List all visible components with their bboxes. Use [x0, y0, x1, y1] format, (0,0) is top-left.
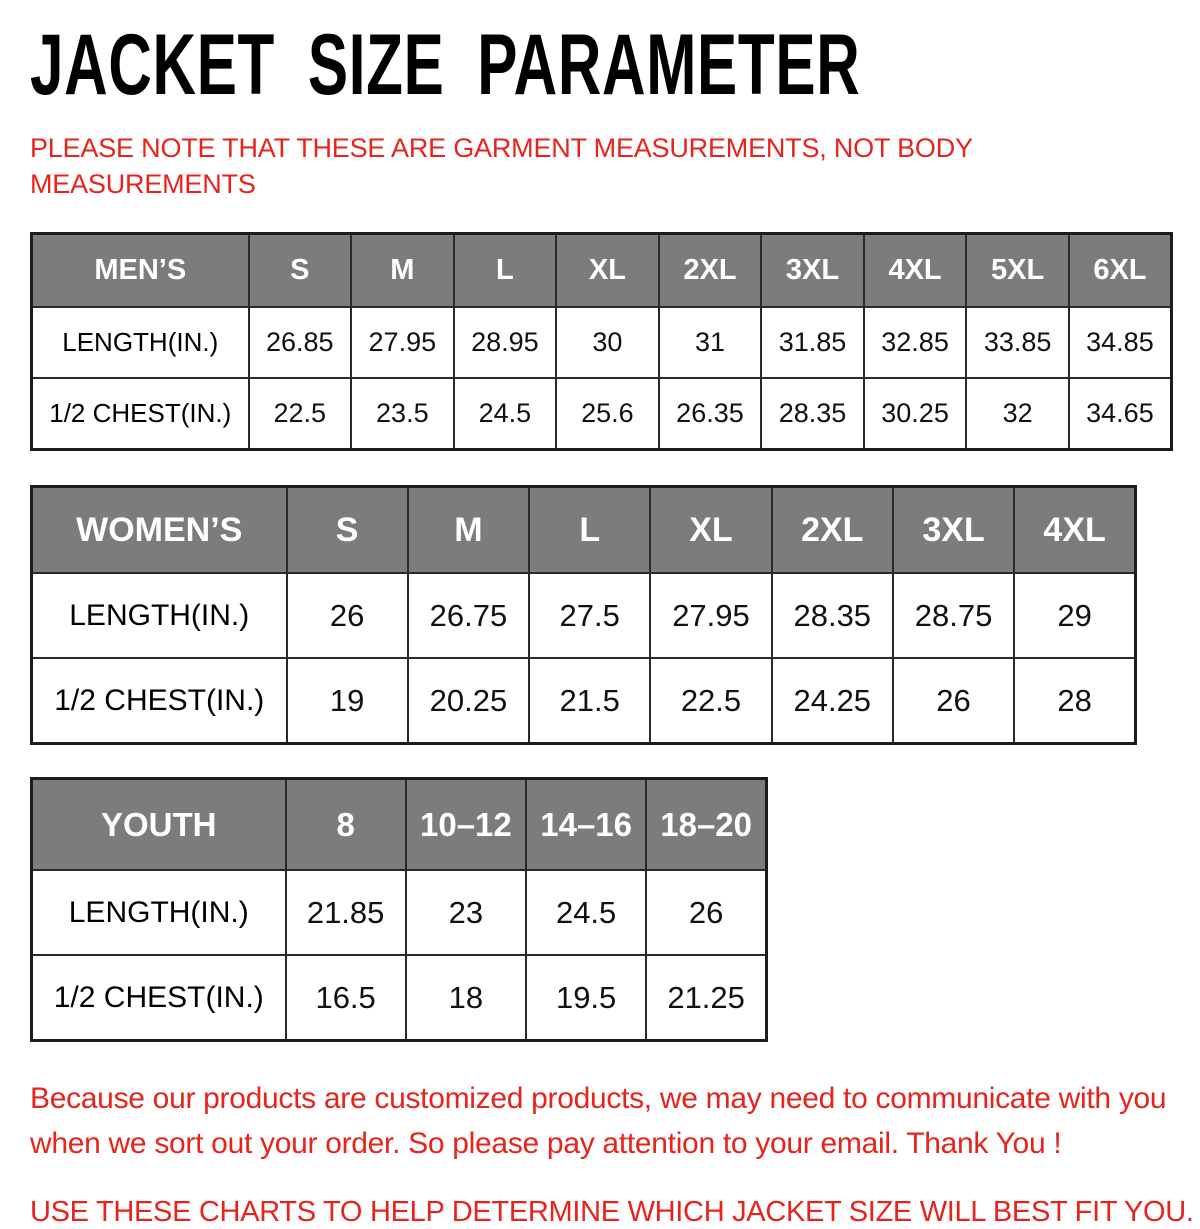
row-label-length: LENGTH(IN.) — [32, 573, 287, 658]
womens-header-row — [32, 487, 1136, 574]
measurement-cell: 22.5 — [650, 658, 771, 744]
size-column-header: L — [529, 487, 650, 574]
measurement-cell: 28.95 — [454, 307, 557, 378]
youth-length-row — [32, 870, 767, 955]
measurement-cell: 24.5 — [454, 378, 557, 450]
womens-length-row — [32, 573, 1136, 658]
womens-chest-row — [32, 658, 1136, 744]
mens-header-row — [32, 234, 1172, 308]
size-column-header: 4XL — [1014, 487, 1135, 574]
measurement-cell: 18 — [406, 955, 526, 1041]
size-column-header: 3XL — [761, 234, 864, 308]
measurement-cell: 24.25 — [772, 658, 893, 744]
youth-table-title: YOUTH — [32, 779, 286, 871]
mens-size-table — [30, 232, 1173, 451]
chart-usage-instruction: USE THESE CHARTS TO HELP DETERMINE WHICH JACKET SIZE WILL BEST FIT YOU. — [30, 1196, 1194, 1228]
measurement-cell: 33.85 — [966, 307, 1069, 378]
size-column-header: 5XL — [966, 234, 1069, 308]
note-line-1: PLEASE NOTE THAT THESE ARE GARMENT MEASUREMENTS, NOT BODY — [30, 133, 973, 163]
measurement-cell: 26 — [893, 658, 1014, 744]
size-column-header: 3XL — [893, 487, 1014, 574]
size-column-header: L — [454, 234, 557, 308]
size-column-header: 18–20 — [646, 779, 766, 871]
measurement-cell: 28.35 — [772, 573, 893, 658]
size-column-header: S — [249, 234, 352, 308]
measurement-cell: 27.95 — [351, 307, 454, 378]
youth-header-row — [32, 779, 767, 871]
note-line-2: MEASUREMENTS — [30, 169, 256, 199]
youth-chest-row — [32, 955, 767, 1041]
measurement-cell: 28.75 — [893, 573, 1014, 658]
mens-length-row — [32, 307, 1172, 378]
measurement-cell: 21.85 — [286, 870, 406, 955]
size-column-header: 8 — [286, 779, 406, 871]
measurement-cell: 28 — [1014, 658, 1135, 744]
measurement-cell: 27.95 — [650, 573, 771, 658]
measurement-cell: 26.35 — [659, 378, 762, 450]
row-label-chest: 1/2 CHEST(IN.) — [32, 955, 286, 1041]
size-column-header: 14–16 — [526, 779, 646, 871]
youth-size-table — [30, 777, 768, 1042]
measurement-cell: 23 — [406, 870, 526, 955]
measurement-cell: 29 — [1014, 573, 1135, 658]
measurement-cell: 26.85 — [249, 307, 352, 378]
measurement-cell: 27.5 — [529, 573, 650, 658]
measurement-cell: 19.5 — [526, 955, 646, 1041]
size-column-header: 10–12 — [406, 779, 526, 871]
measurement-cell: 16.5 — [286, 955, 406, 1041]
measurement-cell: 26 — [287, 573, 408, 658]
womens-size-table — [30, 485, 1137, 745]
measurement-cell: 26 — [646, 870, 766, 955]
measurement-cell: 34.65 — [1069, 378, 1172, 450]
measurement-cell: 21.5 — [529, 658, 650, 744]
row-label-length: LENGTH(IN.) — [32, 307, 249, 378]
size-column-header: S — [287, 487, 408, 574]
measurement-cell: 25.6 — [556, 378, 659, 450]
womens-table-title: WOMEN’S — [32, 487, 287, 574]
size-column-header: 2XL — [772, 487, 893, 574]
size-column-header: XL — [556, 234, 659, 308]
measurement-cell: 28.35 — [761, 378, 864, 450]
size-column-header: M — [351, 234, 454, 308]
size-column-header: 6XL — [1069, 234, 1172, 308]
row-label-chest: 1/2 CHEST(IN.) — [32, 658, 287, 744]
measurement-cell: 31 — [659, 307, 762, 378]
measurement-cell: 20.25 — [408, 658, 529, 744]
measurement-cell: 30.25 — [864, 378, 967, 450]
measurement-cell: 19 — [287, 658, 408, 744]
mens-chest-row — [32, 378, 1172, 450]
measurement-cell: 32 — [966, 378, 1069, 450]
customization-notice-line-2: when we sort out your order. So please pay attention to your email. Thank You ! — [30, 1127, 1062, 1160]
size-column-header: XL — [650, 487, 771, 574]
measurement-cell: 24.5 — [526, 870, 646, 955]
page-title: JACKET SIZE PARAMETER — [30, 17, 861, 113]
measurement-cell: 31.85 — [761, 307, 864, 378]
measurement-cell: 30 — [556, 307, 659, 378]
measurement-cell: 23.5 — [351, 378, 454, 450]
row-label-length: LENGTH(IN.) — [32, 870, 286, 955]
size-column-header: 2XL — [659, 234, 762, 308]
measurement-cell: 26.75 — [408, 573, 529, 658]
customization-notice — [30, 1076, 1173, 1166]
customization-notice-line-1: Because our products are customized products, we may need to communicate with you — [30, 1082, 1167, 1115]
measurement-cell: 32.85 — [864, 307, 967, 378]
garment-measurement-note — [30, 130, 1173, 202]
size-column-header: 4XL — [864, 234, 967, 308]
measurement-cell: 34.85 — [1069, 307, 1172, 378]
size-column-header: M — [408, 487, 529, 574]
measurement-cell: 21.25 — [646, 955, 766, 1041]
measurement-cell: 22.5 — [249, 378, 352, 450]
row-label-chest: 1/2 CHEST(IN.) — [32, 378, 249, 450]
mens-table-title: MEN’S — [32, 234, 249, 308]
